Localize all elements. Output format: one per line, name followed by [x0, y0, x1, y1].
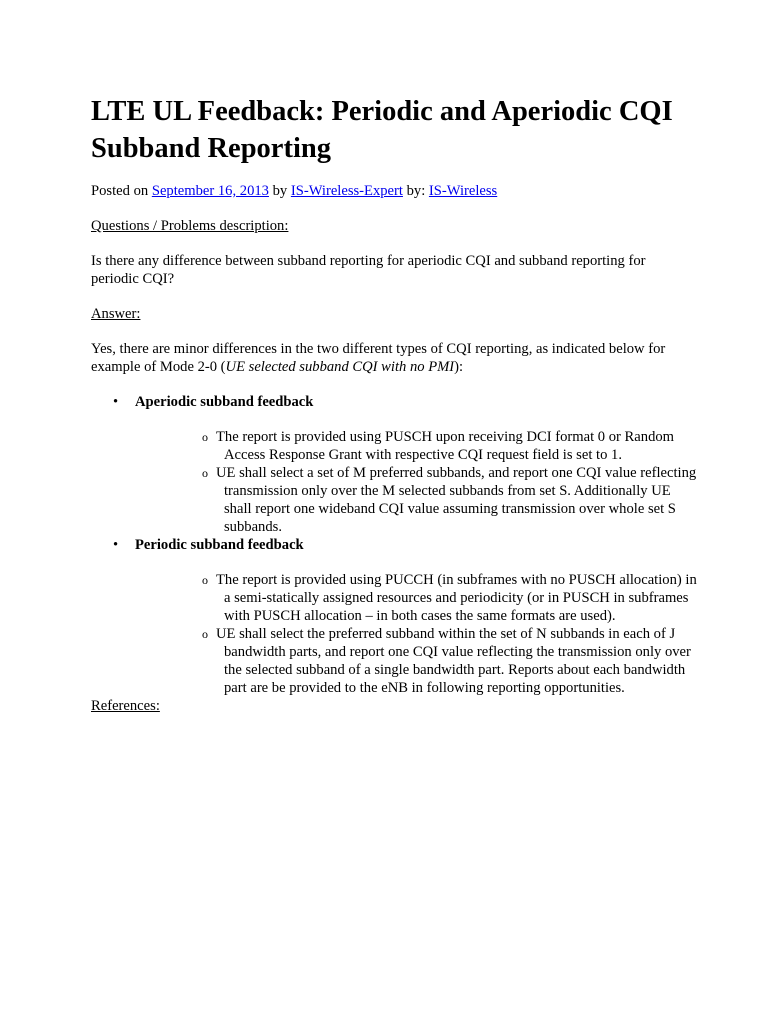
list-item-text: The report is provided using PUSCH upon receiving DCI format 0 or Random Access Response Grant with respective CQI request field is set to 1.: [216, 429, 675, 463]
byline-posted-on: Posted on: [91, 183, 149, 199]
sub-bullet-marker: o: [202, 430, 208, 444]
author-link[interactable]: IS-Wireless-Expert: [290, 183, 403, 199]
list-item-aperiodic: [91, 393, 697, 536]
post-date-link[interactable]: September 16, 2013: [151, 183, 269, 199]
list-item: [135, 571, 701, 625]
org-link[interactable]: IS-Wireless: [428, 183, 498, 199]
byline-by: by: [272, 183, 288, 199]
sub-bullet-marker: o: [202, 466, 208, 480]
sub-bullet-marker: o: [202, 573, 208, 587]
sub-bullet-marker: o: [202, 627, 208, 641]
bullet-marker: •: [113, 394, 119, 410]
feedback-list: [91, 393, 697, 697]
list-item-text: UE shall select the preferred subband within the set of N subbands in each of J bandwidth parts, and report one CQI value reflecting the transmission only over the selected subband of a single bandwidth part. Reports about each bandwidth part are be provided to the eNB in following reporting opportunities.: [216, 626, 691, 696]
list-item-text: The report is provided using PUCCH (in subframes with no PUSCH allocation) in a semi-statically assigned resources and periodicity (or in PUSCH in subframes with PUSCH allocation – in both cases the same formats are used).: [216, 572, 697, 624]
article-title: LTE UL Feedback: Periodic and Aperiodic CQI Subband Reporting: [91, 96, 673, 164]
list-item-periodic: [91, 536, 697, 697]
sublist: [135, 571, 697, 697]
sublist: [135, 428, 697, 536]
references-heading: References:: [91, 698, 160, 714]
answer-text-italic: UE selected subband CQI with no PMI: [225, 359, 455, 375]
questions-heading: Questions / Problems description:: [91, 218, 289, 234]
answer-text: [91, 340, 691, 376]
list-item: [135, 464, 701, 536]
article: [91, 93, 697, 715]
answer-text-before: Yes, there are minor differences in the two different types of CQI reporting, as indicated below for example of Mode 2-0 (: [91, 341, 666, 375]
answer-text-after: ):: [454, 359, 464, 375]
list-item: [135, 428, 701, 464]
list-item-text: UE shall select a set of M preferred subbands, and report one CQI value reflecting transmission only over the M selected subbands from set S. Additionally UE shall report one wideband CQI value assuming transmission over whole set S subbands.: [216, 465, 697, 535]
bullet-title: Aperiodic subband feedback: [135, 394, 314, 410]
question-text: Is there any difference between subband reporting for aperiodic CQI and subband reporting for periodic CQI?: [91, 253, 646, 287]
bullet-title: Periodic subband feedback: [135, 537, 304, 553]
byline-by-org: by:: [406, 183, 426, 199]
bullet-marker: •: [113, 537, 119, 553]
list-item: [135, 625, 701, 697]
byline: [91, 182, 691, 200]
answer-heading: Answer:: [91, 306, 141, 322]
